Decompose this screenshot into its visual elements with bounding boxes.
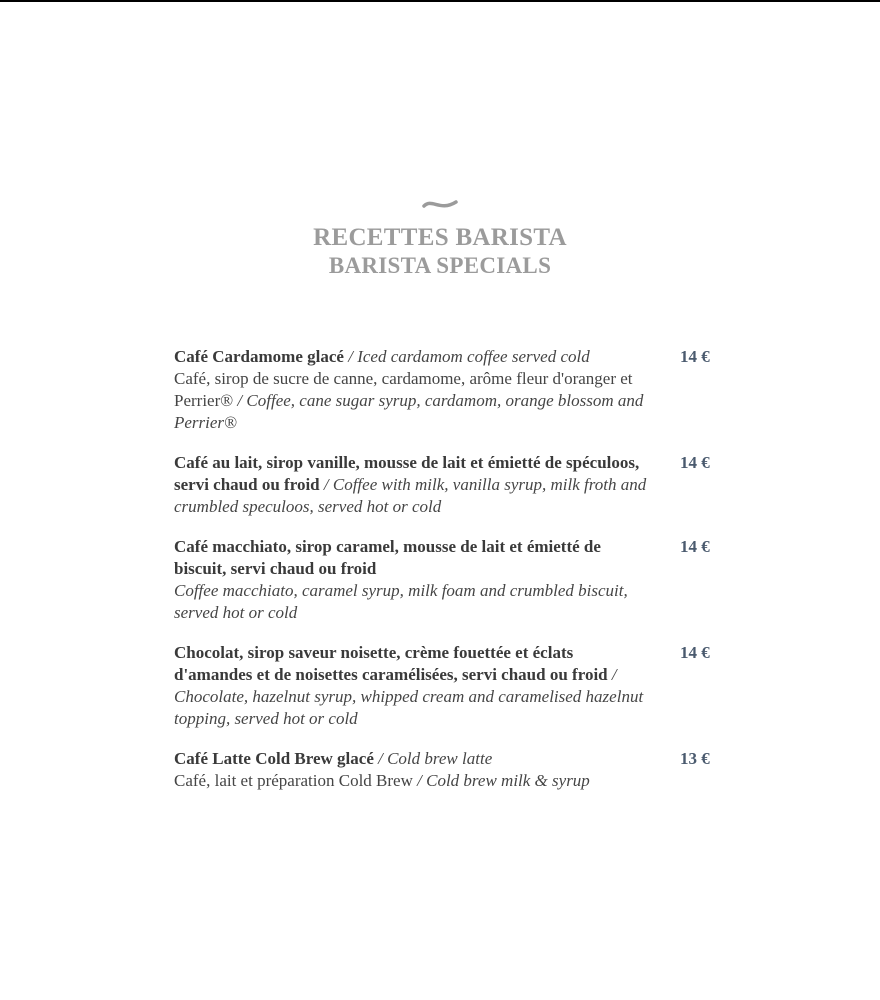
section-title-fr: RECETTES BARISTA — [313, 224, 567, 251]
menu-list — [174, 346, 734, 810]
menu-item-text: Chocolat, sirop saveur noisette, crème fouettée et éclats d'amandes et de noisettes caramélisées, servi chaud ou froid / Chocolate, hazelnut syrup, whipped cream and caramelised hazelnut topping, served hot or cold — [174, 643, 644, 728]
item-description-en: Coffee with milk, vanilla syrup, milk froth and crumbled speculoos, served hot or cold — [174, 475, 647, 516]
item-description-fr: Café, sirop de sucre de canne, cardamome, arôme fleur d'oranger et Perrier® — [174, 369, 633, 410]
menu-item-text: Café Cardamome glacé / Iced cardamom coffee served cold Café, sirop de sucre de canne, cardamome, arôme fleur d'oranger et Perrier® / Coffee, cane sugar syrup, cardamom, orange blossom and Perrier® — [174, 347, 644, 432]
item-name-en: Cold brew latte — [387, 749, 493, 768]
menu-item-text: Café au lait, sirop vanille, mousse de lait et émietté de spéculoos, servi chaud ou froid / Coffee with milk, vanilla syrup, milk froth and crumbled speculoos, served hot or cold — [174, 453, 647, 516]
menu-item-cafe-au-lait — [174, 452, 734, 518]
item-description-en: Coffee macchiato, caramel syrup, milk foam and crumbled biscuit, served hot or cold — [174, 581, 628, 622]
item-name: Café macchiato, sirop caramel, mousse de lait et émietté de biscuit, servi chaud ou froid — [174, 537, 601, 578]
item-description-en: Cold brew milk & syrup — [426, 771, 590, 790]
item-price: 14 € — [680, 537, 710, 556]
menu-item-cardamome — [174, 346, 734, 434]
item-price: 13 € — [680, 749, 710, 768]
item-name: Chocolat, sirop saveur noisette, crème fouettée et éclats d'amandes et de noisettes caramélisées, servi chaud ou froid — [174, 643, 608, 684]
item-description-en: Chocolate, hazelnut syrup, whipped cream and caramelised hazelnut topping, served hot or cold — [174, 687, 644, 728]
item-description-fr: Café, lait et préparation Cold Brew — [174, 771, 413, 790]
menu-item-text: Café Latte Cold Brew glacé / Cold brew latte Café, lait et préparation Cold Brew / Cold brew milk & syrup — [174, 749, 590, 790]
menu-item-cold-brew — [174, 748, 734, 792]
item-name: Café Latte Cold Brew glacé — [174, 749, 374, 768]
item-price: 14 € — [680, 643, 710, 662]
item-price: 14 € — [680, 453, 710, 472]
item-description-en: Coffee, cane sugar syrup, cardamom, orange blossom and Perrier® — [174, 391, 644, 432]
menu-header — [0, 188, 880, 280]
item-name: Café au lait, sirop vanille, mousse de lait et émietté de spéculoos, servi chaud ou froid — [174, 453, 640, 494]
top-border — [0, 0, 880, 2]
item-name-en: Iced cardamom coffee served cold — [357, 347, 590, 366]
tilde-ornament-icon — [420, 188, 460, 218]
section-title-en: BARISTA SPECIALS — [328, 253, 552, 278]
item-name: Café Cardamome glacé — [174, 347, 344, 366]
menu-item-text — [174, 536, 654, 624]
menu-item-macchiato — [174, 536, 734, 624]
menu-item-chocolat — [174, 642, 734, 730]
item-price: 14 € — [680, 347, 710, 366]
